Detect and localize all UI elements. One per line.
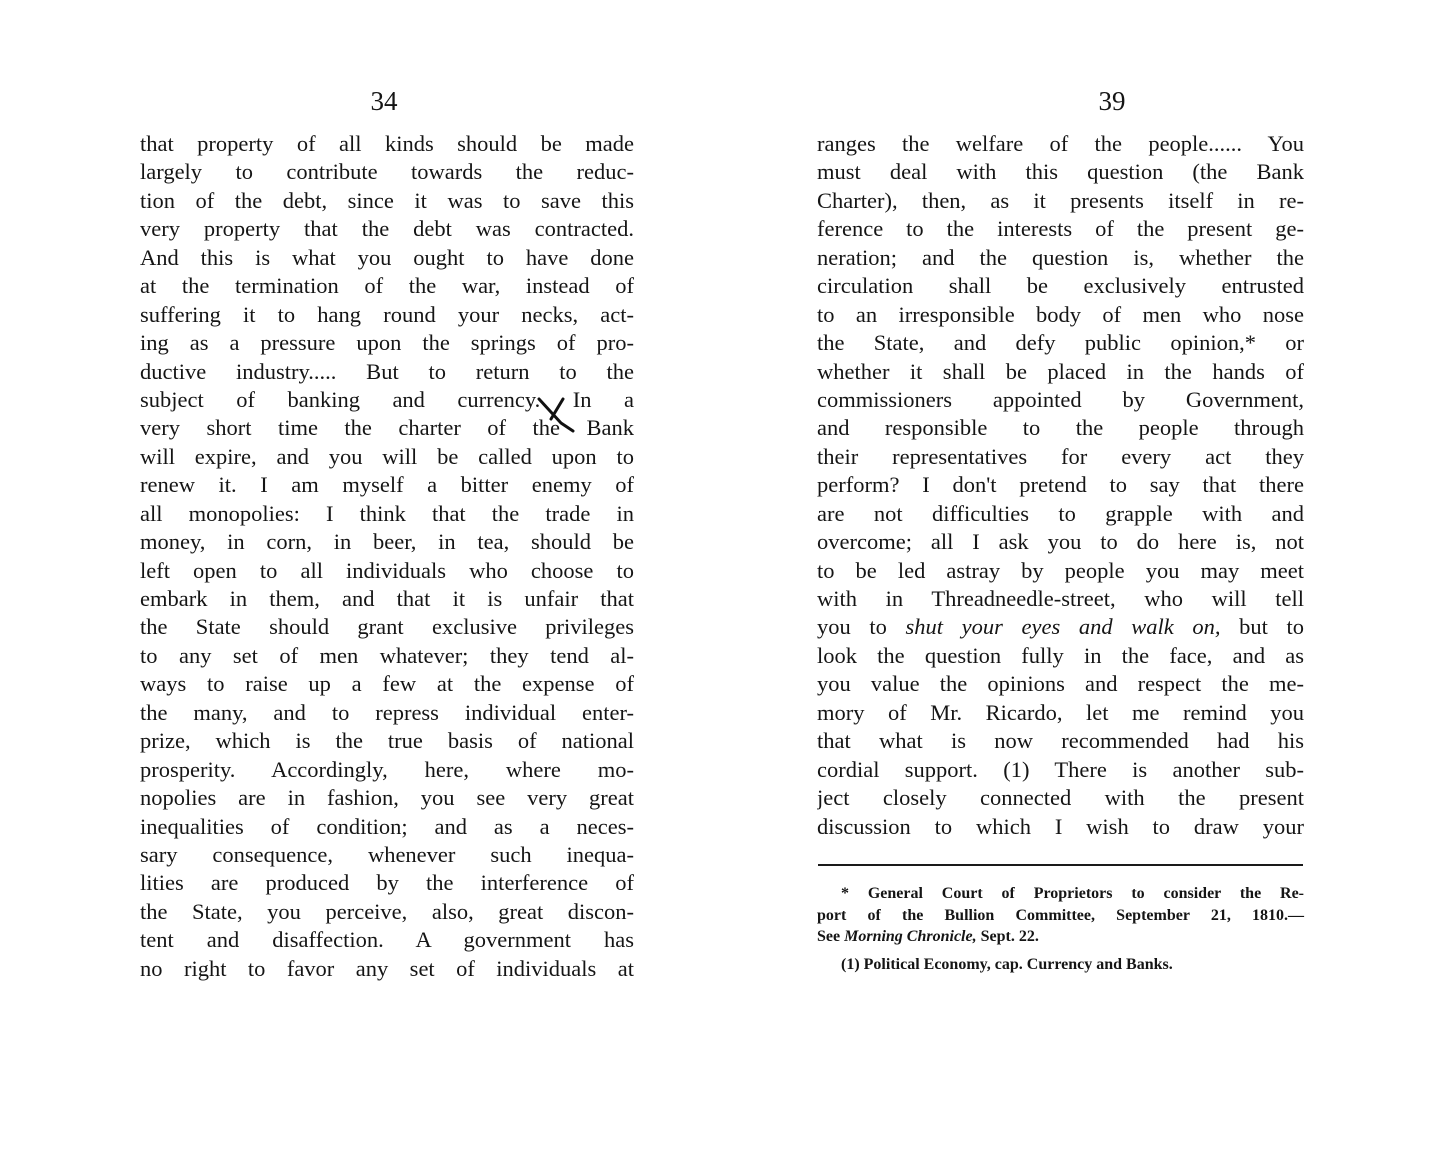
text-line: look the question fully in the face, and as (817, 642, 1304, 668)
text-line: tion of the debt, since it was to save this (140, 187, 634, 213)
text-segment: but to (1220, 614, 1304, 640)
text-line: and responsible to the people through (817, 415, 1304, 441)
text-segment: you to (817, 614, 906, 640)
text-line: very property that the debt was contracted. (140, 216, 634, 242)
text-line: their representatives for every act they (817, 443, 1304, 469)
text-line: at the termination of the war, instead of (140, 273, 634, 299)
text-line: subject of banking and currency. In a (140, 386, 634, 412)
left-page-body-text (140, 130, 634, 983)
text-line: you value the opinions and respect the me- (817, 671, 1304, 697)
text-line: overcome; all I ask you to do here is, not (817, 529, 1304, 555)
text-line: sary consequence, whenever such inequa- (140, 841, 634, 867)
text-line (817, 613, 1304, 641)
text-line: are not difficulties to grapple with and (817, 500, 1304, 526)
text-line: whether it shall be placed in the hands of (817, 358, 1304, 384)
right-page-body-text (817, 130, 1304, 841)
text-line: cordial support. (1) There is another sub- (817, 756, 1304, 782)
text-line: must deal with this question (the Bank (817, 159, 1304, 185)
text-line: ference to the interests of the present ge- (817, 216, 1304, 242)
text-line: will expire, and you will be called upon to (140, 443, 634, 469)
text-line: neration; and the question is, whether the (817, 244, 1304, 270)
text-line: embark in them, and that it is unfair that (140, 586, 634, 611)
text-line: And this is what you ought to have done (140, 244, 634, 270)
text-line: ject closely connected with the present (817, 785, 1304, 811)
text-line: discussion to which I wish to draw your (817, 813, 1304, 839)
text-line: inequalities of condition; and as a neces- (140, 813, 634, 839)
text-line: to an irresponsible body of men who nose (817, 301, 1304, 327)
text-line: nopolies are in fashion, you see very great (140, 785, 634, 811)
text-line: circulation shall be exclusively entrusted (817, 273, 1304, 299)
text-line: Charter), then, as it presents itself in re- (817, 187, 1304, 213)
text-line: ductive industry..... But to return to the (140, 358, 634, 384)
text-line: that what is now recommended had his (817, 728, 1304, 754)
text-line: to any set of men whatever; they tend al- (140, 642, 634, 668)
text-line: perform? I don't pretend to say that there (817, 472, 1304, 498)
left-page (0, 0, 721, 1173)
text-line: the State, and defy public opinion,* or (817, 330, 1304, 356)
right-page (721, 0, 1443, 1173)
text-line: largely to contribute towards the reduc- (140, 159, 634, 185)
footnote-line: * General Court of Proprietors to consider the Re- (841, 885, 1304, 902)
page-number-left: 34 (370, 86, 398, 116)
text-line: prosperity. Accordingly, here, where mo- (140, 756, 634, 782)
text-segment: See (817, 928, 845, 945)
text-line: ranges the welfare of the people...... You (817, 131, 1304, 156)
italic-phrase: shut your eyes and walk on, (905, 614, 1221, 640)
text-line: left open to all individuals who choose to (140, 557, 634, 583)
footnotes (817, 883, 1304, 975)
text-line: lities are produced by the interference of (140, 870, 634, 896)
text-line: the State should grant exclusive privileges (140, 614, 634, 640)
text-line: no right to favor any set of individuals at (140, 955, 634, 981)
text-line: to be led astray by people you may meet (817, 557, 1304, 583)
text-line: tent and disaffection. A government has (140, 927, 634, 953)
text-line: renew it. I am myself a bitter enemy of (140, 472, 634, 498)
text-line: mory of Mr. Ricardo, let me remind you (817, 699, 1304, 725)
text-line: ing as a pressure upon the springs of pro- (140, 330, 634, 356)
text-line: all monopolies: I think that the trade in (140, 500, 634, 526)
italic-phrase: Morning Chronicle, (844, 928, 977, 945)
text-line: suffering it to hang round your necks, act- (140, 301, 634, 327)
text-line: ways to raise up a few at the expense of (140, 671, 634, 697)
text-line: commissioners appointed by Government, (817, 386, 1304, 412)
footnote-line (817, 926, 1304, 948)
footnote-line: (1) Political Economy, cap. Currency and Banks. (841, 955, 1173, 973)
text-line: with in Threadneedle-street, who will tell (817, 586, 1304, 611)
text-segment: Sept. 22. (976, 928, 1039, 945)
footnote-divider (818, 864, 1303, 866)
text-line: money, in corn, in beer, in tea, should be (140, 529, 634, 555)
text-line: that property of all kinds should be made (140, 131, 634, 156)
text-line: the many, and to repress individual enter- (140, 699, 634, 725)
text-line: the State, you perceive, also, great discon- (140, 898, 634, 924)
footnote-line: port of the Bullion Committee, September 21, 1810.— (817, 906, 1304, 924)
text-line: prize, which is the true basis of national (140, 728, 634, 754)
page-number-right: 39 (1098, 86, 1126, 116)
text-line: very short time the charter of the Bank (140, 415, 634, 441)
pencil-check-mark-icon (533, 385, 583, 435)
